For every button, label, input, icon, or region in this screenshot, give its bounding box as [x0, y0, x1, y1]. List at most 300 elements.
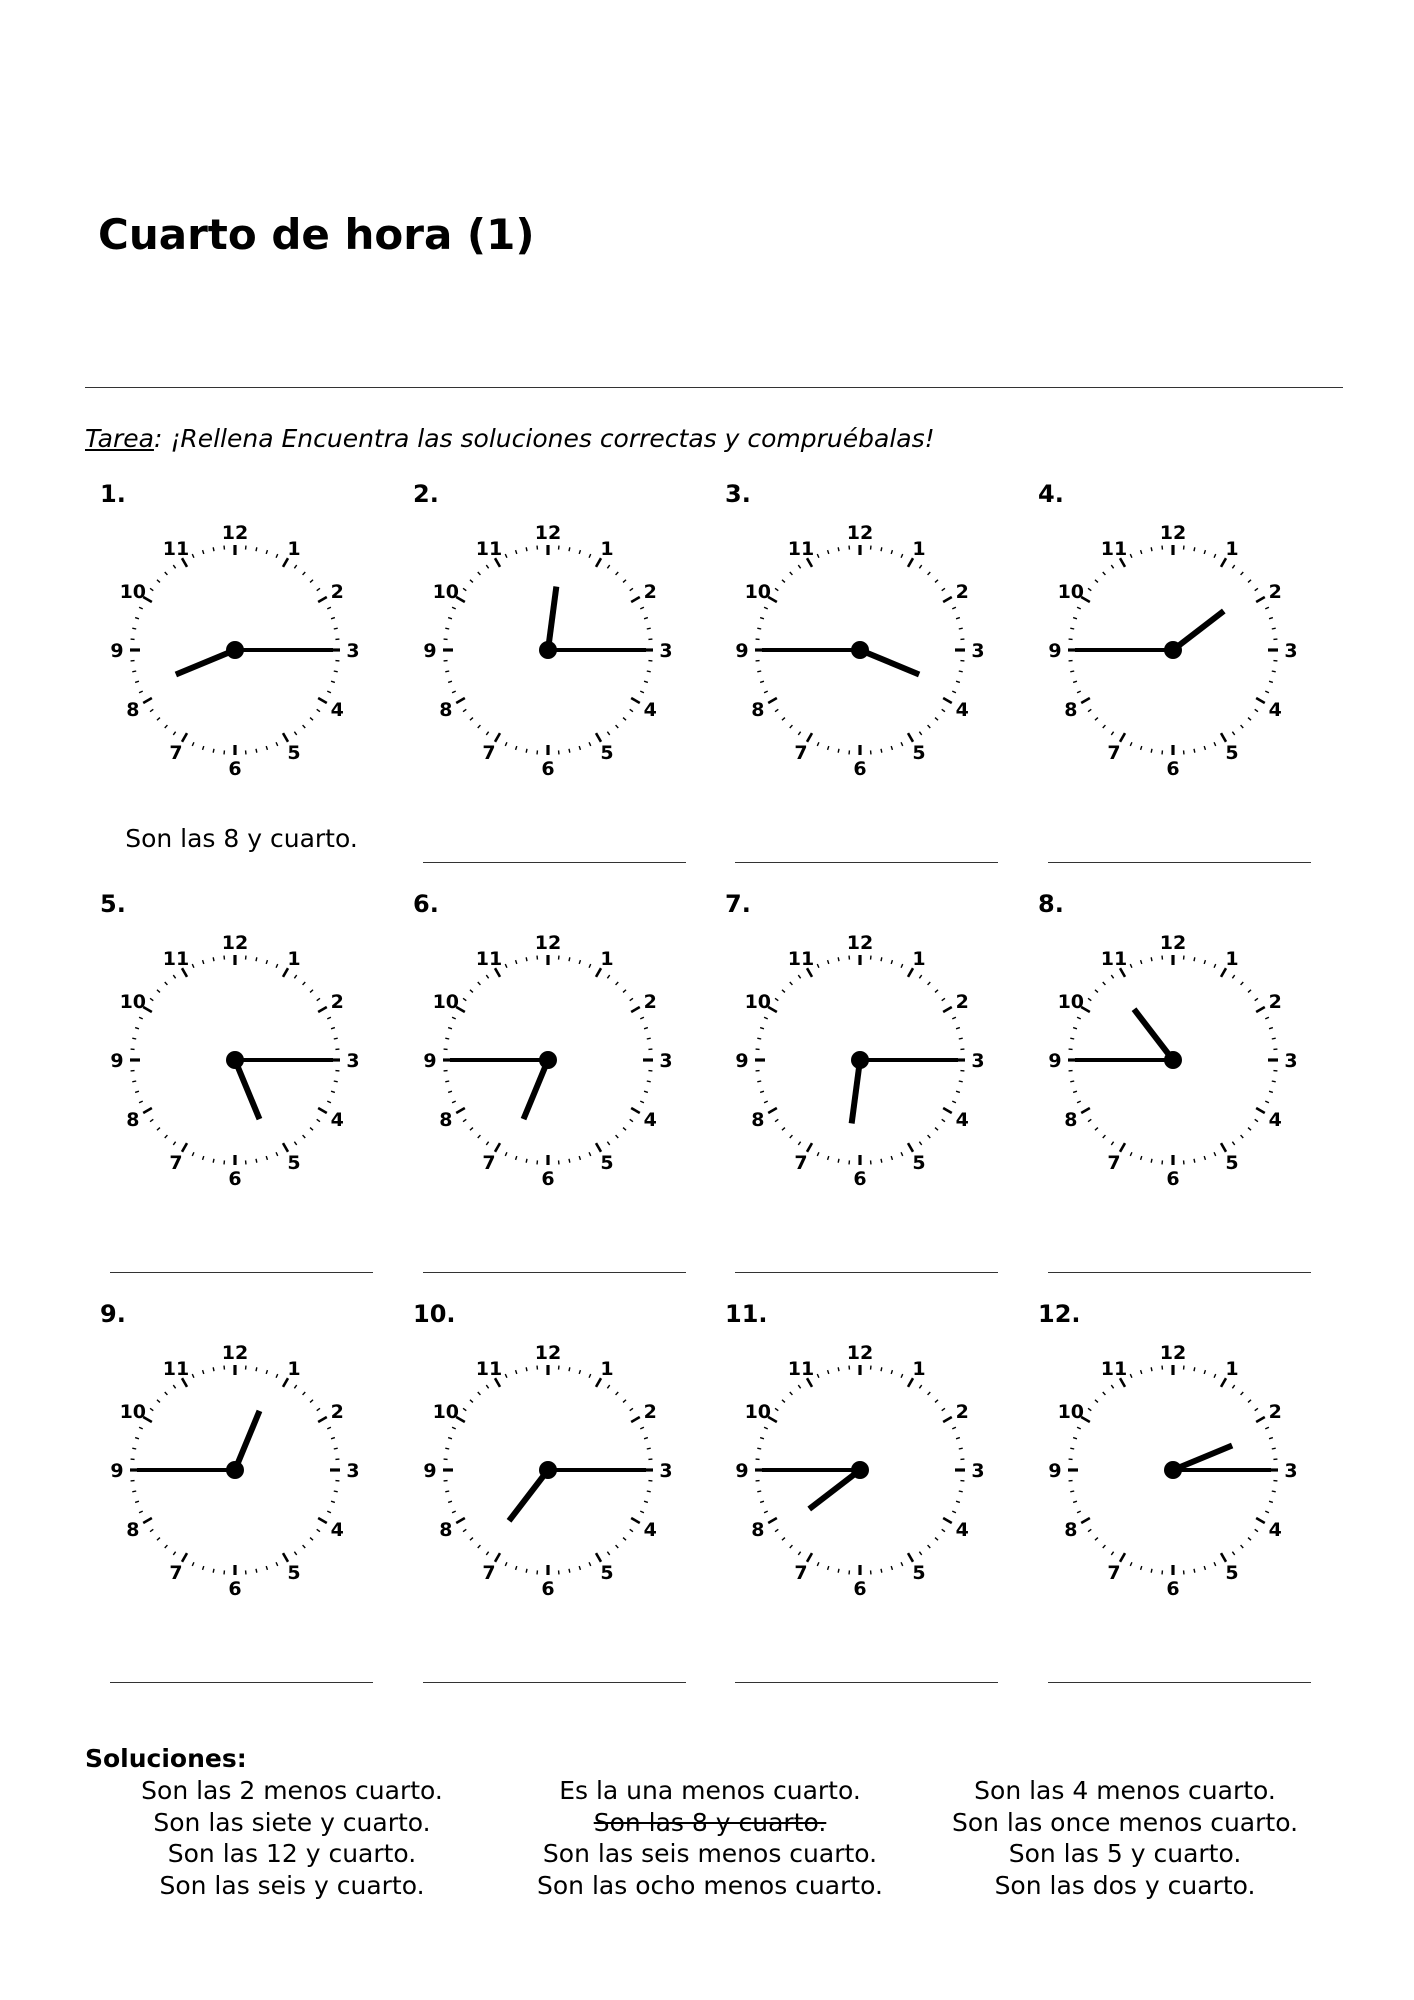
clock-tick — [640, 1101, 644, 1103]
answer-line[interactable] — [110, 1682, 373, 1683]
clock-tick — [173, 1142, 175, 1145]
clock-tick — [1214, 1152, 1216, 1156]
clock-numeral: 8 — [439, 1519, 453, 1541]
clock-tick — [1141, 550, 1142, 554]
clock-tick — [294, 1142, 296, 1145]
clock-numeral: 6 — [541, 1578, 555, 1600]
clock-tick — [150, 1529, 153, 1531]
clock-tick — [630, 1408, 633, 1410]
clock-tick — [526, 547, 527, 551]
clock-tick — [956, 1501, 960, 1502]
clock-tick — [1269, 1091, 1273, 1092]
clock-tick — [505, 1562, 507, 1566]
answer-line[interactable] — [735, 1682, 998, 1683]
clock-tick — [139, 1511, 143, 1513]
clock-tick — [1248, 1400, 1251, 1403]
clock-tick — [1095, 990, 1098, 993]
clock-tick — [956, 618, 960, 619]
clock-exercise — [1023, 890, 1323, 1290]
clock-numeral: 5 — [287, 1152, 301, 1175]
clock-tick — [135, 1501, 139, 1502]
clock-tick — [943, 597, 952, 602]
clock-tick — [276, 964, 278, 968]
clock-tick — [505, 964, 507, 968]
clock-numeral: 4 — [330, 1519, 344, 1541]
clock-tick — [952, 1427, 956, 1429]
clock-tick — [631, 1108, 640, 1113]
clock-numeral: 3 — [659, 640, 673, 662]
clock-numeral: 9 — [735, 1460, 749, 1482]
clock-tick — [486, 732, 488, 735]
clock-numeral: 9 — [423, 1050, 437, 1072]
clock-tick — [1088, 1408, 1091, 1410]
clock-tick — [838, 1569, 839, 1573]
clock-tick — [486, 1385, 488, 1388]
clock-numeral: 11 — [475, 537, 503, 560]
clock-tick — [192, 742, 194, 746]
clock-center — [226, 1051, 244, 1069]
clock-tick — [1248, 580, 1251, 583]
clock-tick — [478, 1392, 481, 1395]
clock-tick — [139, 607, 143, 609]
exercise-number: 4. — [1038, 480, 1064, 508]
clock-tick — [775, 998, 778, 1000]
clock-tick — [607, 1385, 609, 1388]
clock-tick — [828, 550, 829, 554]
clock-numeral: 12 — [1159, 1342, 1187, 1364]
clock-tick — [881, 1569, 882, 1573]
clock-numeral: 8 — [751, 1109, 765, 1131]
clock-numeral: 5 — [1225, 1152, 1239, 1175]
clock-center — [539, 1051, 557, 1069]
clock-tick — [294, 1385, 296, 1388]
clock-numeral: 10 — [1057, 581, 1085, 603]
clock-tick — [959, 1081, 963, 1082]
clock-numeral: 9 — [735, 640, 749, 662]
clock-numeral: 3 — [346, 1050, 360, 1072]
clock-tick — [318, 1417, 327, 1422]
clock-tick — [516, 1370, 517, 1374]
clock-tick — [157, 1400, 160, 1403]
solution-item: Son las ocho menos cuarto. — [537, 1870, 883, 1900]
clock-tick — [283, 733, 288, 742]
clock-tick — [757, 1448, 761, 1449]
clock-tick — [173, 975, 175, 978]
clock-numeral: 7 — [1107, 1562, 1121, 1585]
clock-tick — [757, 628, 761, 629]
solution-item: Son las 2 menos cuarto. — [141, 1776, 443, 1805]
clock-tick — [478, 725, 481, 728]
clock-tick — [1070, 628, 1074, 629]
clock-tick — [569, 957, 570, 961]
clock-tick — [768, 1518, 777, 1523]
clock-tick — [644, 681, 648, 682]
clock-numeral: 8 — [126, 699, 140, 721]
solution-item: Son las 4 menos cuarto. — [974, 1776, 1276, 1805]
solutions-column — [490, 1775, 930, 1901]
clock-tick — [943, 1417, 952, 1422]
clock-tick — [505, 1374, 507, 1378]
clock-tick — [1088, 1119, 1091, 1121]
clock-numeral: 5 — [600, 1562, 614, 1585]
clock-tick — [327, 1511, 331, 1513]
clock-tick — [331, 618, 335, 619]
clock-numeral: 1 — [912, 537, 926, 560]
clock-numeral: 6 — [853, 758, 867, 780]
clock-numeral: 4 — [643, 1109, 657, 1131]
clock-tick — [644, 618, 648, 619]
hour-hand — [1173, 1446, 1232, 1470]
clock-tick — [1232, 732, 1234, 735]
clock-tick — [881, 547, 882, 551]
clock-tick — [1103, 1392, 1106, 1395]
clock-numeral: 2 — [955, 1401, 969, 1423]
clock-tick — [1141, 960, 1142, 964]
clock-tick — [452, 691, 456, 693]
clock-tick — [919, 1385, 921, 1388]
clock-tick — [1111, 975, 1113, 978]
clock-numeral: 9 — [423, 1460, 437, 1482]
clock-tick — [192, 554, 194, 558]
clock-tick — [327, 1427, 331, 1429]
answer-line[interactable] — [423, 862, 686, 863]
clock-tick — [317, 1529, 320, 1531]
clock-tick — [470, 718, 473, 721]
clock-center — [851, 1461, 869, 1479]
clock-tick — [782, 1128, 785, 1131]
clock-tick — [807, 1553, 812, 1562]
clock-tick — [463, 1119, 466, 1121]
clock-tick — [1269, 1028, 1273, 1029]
clock-tick — [908, 733, 913, 742]
clock-exercise — [710, 480, 1010, 880]
clock-numeral: 7 — [482, 1152, 496, 1175]
clock-numeral: 7 — [169, 1562, 183, 1585]
clock-numeral: 8 — [439, 1109, 453, 1131]
clock-tick — [1241, 572, 1244, 575]
clock-tick — [1073, 618, 1077, 619]
clock-tick — [1077, 607, 1081, 609]
clock-tick — [1120, 733, 1125, 742]
clock-tick — [448, 1091, 452, 1092]
clock-center — [851, 1051, 869, 1069]
clock-tick — [1256, 597, 1265, 602]
clock-tick — [596, 1143, 601, 1152]
clock-tick — [1130, 1374, 1132, 1378]
clock-tick — [952, 607, 956, 609]
clock-tick — [495, 733, 500, 742]
clock-tick — [630, 709, 633, 711]
clock-tick — [1214, 742, 1216, 746]
clock-tick — [256, 749, 257, 753]
clock-face — [105, 520, 365, 780]
clock-tick — [959, 1491, 963, 1492]
clock-tick — [213, 957, 214, 961]
clock-tick — [616, 1135, 619, 1138]
answer-line[interactable] — [735, 862, 998, 863]
clock-tick — [256, 957, 257, 961]
answer-line[interactable] — [1048, 862, 1311, 863]
clock-tick — [173, 1552, 175, 1555]
clock-tick — [303, 725, 306, 728]
clock-tick — [516, 1156, 517, 1160]
clock-tick — [644, 1438, 648, 1439]
clock-tick — [798, 1142, 800, 1145]
clock-tick — [569, 1569, 570, 1573]
clock-tick — [764, 1427, 768, 1429]
answer-line[interactable] — [735, 1272, 998, 1273]
clock-exercise — [710, 1300, 1010, 1700]
clock-tick — [1272, 1038, 1276, 1039]
clock-tick — [631, 1417, 640, 1422]
clock-exercise — [1023, 1300, 1323, 1700]
clock-tick — [1269, 1501, 1273, 1502]
clock-tick — [516, 960, 517, 964]
clock-numeral: 12 — [846, 522, 874, 544]
clock-numeral: 6 — [1166, 758, 1180, 780]
clock-tick — [1081, 1518, 1090, 1523]
clock-tick — [952, 1017, 956, 1019]
clock-tick — [764, 1017, 768, 1019]
clock-tick — [486, 1552, 488, 1555]
clock-tick — [139, 1017, 143, 1019]
clock-tick — [901, 742, 903, 746]
clock-center — [539, 1461, 557, 1479]
clock-tick — [1151, 1159, 1152, 1163]
clock-tick — [1272, 628, 1276, 629]
clock-tick — [775, 1119, 778, 1121]
clock-numeral: 7 — [1107, 1152, 1121, 1175]
clock-numeral: 6 — [228, 1578, 242, 1600]
clock-tick — [1077, 691, 1081, 693]
exercise-number: 11. — [725, 1300, 768, 1328]
clock-tick — [828, 1566, 829, 1570]
clock-tick — [760, 1501, 764, 1502]
clock-numeral: 1 — [287, 1357, 301, 1380]
clock-tick — [445, 671, 449, 672]
clock-tick — [1070, 1448, 1074, 1449]
clock-tick — [334, 1081, 338, 1082]
clock-numeral: 3 — [971, 1050, 985, 1072]
clock-tick — [919, 1552, 921, 1555]
clock-numeral: 10 — [119, 1401, 147, 1423]
clock-tick — [616, 725, 619, 728]
clock-tick — [817, 1152, 819, 1156]
clock-numeral: 3 — [971, 640, 985, 662]
clock-tick — [943, 1518, 952, 1523]
clock-tick — [640, 1427, 644, 1429]
clock-numeral: 11 — [787, 537, 815, 560]
clock-tick — [331, 1501, 335, 1502]
clock-numeral: 4 — [955, 699, 969, 721]
clock-tick — [135, 1091, 139, 1092]
clock-tick — [942, 588, 945, 590]
clock-tick — [331, 1028, 335, 1029]
clock-numeral: 1 — [1225, 537, 1239, 560]
clock-tick — [463, 709, 466, 711]
task-instruction — [85, 424, 935, 453]
clock-numeral: 11 — [787, 947, 815, 970]
clock-numeral: 2 — [330, 1401, 344, 1423]
clock-numeral: 2 — [955, 991, 969, 1013]
clock-tick — [942, 998, 945, 1000]
clock-numeral: 8 — [1064, 1109, 1078, 1131]
clock-tick — [1214, 1374, 1216, 1378]
clock-tick — [764, 1101, 768, 1103]
clock-tick — [1077, 1427, 1081, 1429]
clock-tick — [157, 580, 160, 583]
clock-tick — [790, 1392, 793, 1395]
clock-tick — [1111, 1385, 1113, 1388]
clock-tick — [631, 597, 640, 602]
clock-tick — [213, 1159, 214, 1163]
clock-tick — [891, 1370, 892, 1374]
clock-tick — [1194, 1569, 1195, 1573]
clock-numeral: 9 — [110, 1050, 124, 1072]
clock-tick — [203, 1566, 204, 1570]
clock-tick — [505, 742, 507, 746]
clock-tick — [1204, 1566, 1205, 1570]
clock-tick — [276, 554, 278, 558]
answer-line[interactable] — [1048, 1272, 1311, 1273]
clock-tick — [1204, 1156, 1205, 1160]
clock-tick — [456, 1108, 465, 1113]
answer-line[interactable] — [110, 1272, 373, 1273]
clock-exercise — [85, 480, 385, 880]
clock-numeral: 6 — [541, 1168, 555, 1190]
clock-tick — [828, 1370, 829, 1374]
clock-numeral: 5 — [1225, 742, 1239, 765]
clock-tick — [478, 1545, 481, 1548]
clock-tick — [526, 1569, 527, 1573]
clock-tick — [891, 746, 892, 750]
clock-tick — [1141, 1566, 1142, 1570]
clock-numeral: 1 — [600, 947, 614, 970]
answer-text: Son las 8 y cuarto. — [125, 824, 358, 853]
clock-tick — [327, 1017, 331, 1019]
clock-tick — [1232, 565, 1234, 568]
clock-tick — [150, 998, 153, 1000]
clock-tick — [901, 1374, 903, 1378]
clock-numeral: 10 — [119, 991, 147, 1013]
answer-line[interactable] — [423, 1682, 686, 1683]
clock-tick — [317, 709, 320, 711]
clock-numeral: 3 — [1284, 1050, 1298, 1072]
clock-tick — [760, 618, 764, 619]
clock-tick — [1095, 718, 1098, 721]
clock-tick — [764, 691, 768, 693]
clock-numeral: 1 — [912, 1357, 926, 1380]
clock-tick — [1070, 1038, 1074, 1039]
clock-tick — [891, 550, 892, 554]
clock-tick — [456, 698, 465, 703]
clock-numeral: 2 — [330, 581, 344, 603]
clock-tick — [768, 698, 777, 703]
hour-hand — [235, 1411, 259, 1470]
clock-numeral: 4 — [955, 1519, 969, 1541]
clock-tick — [1248, 1128, 1251, 1131]
clock-numeral: 6 — [541, 758, 555, 780]
clock-tick — [294, 975, 296, 978]
clock-tick — [569, 1367, 570, 1371]
clock-tick — [1095, 1400, 1098, 1403]
clock-tick — [1256, 1518, 1265, 1523]
clock-tick — [596, 733, 601, 742]
clock-tick — [192, 964, 194, 968]
clock-tick — [1269, 1438, 1273, 1439]
clock-tick — [644, 1501, 648, 1502]
clock-tick — [942, 1529, 945, 1531]
clock-tick — [310, 1538, 313, 1541]
clock-tick — [928, 1545, 931, 1548]
clock-tick — [640, 607, 644, 609]
clock-tick — [647, 671, 651, 672]
clock-tick — [1248, 718, 1251, 721]
clock-tick — [760, 1028, 764, 1029]
clock-tick — [838, 1367, 839, 1371]
clock-tick — [1204, 550, 1205, 554]
clock-face — [730, 1340, 990, 1600]
answer-line[interactable] — [1048, 1682, 1311, 1683]
clock-tick — [901, 964, 903, 968]
answer-line[interactable] — [423, 1272, 686, 1273]
clock-tick — [919, 732, 921, 735]
clock-tick — [1241, 1135, 1244, 1138]
clock-tick — [1095, 1128, 1098, 1131]
clock-numeral: 3 — [659, 1050, 673, 1072]
clock-tick — [952, 691, 956, 693]
clock-tick — [303, 1392, 306, 1395]
clock-tick — [448, 618, 452, 619]
clock-tick — [579, 550, 580, 554]
clock-tick — [331, 681, 335, 682]
clock-numeral: 12 — [534, 522, 562, 544]
clock-tick — [630, 1529, 633, 1531]
clock-tick — [276, 1152, 278, 1156]
clock-tick — [526, 1159, 527, 1163]
clock-numeral: 10 — [119, 581, 147, 603]
clock-tick — [1095, 1538, 1098, 1541]
exercise-number: 6. — [413, 890, 439, 918]
clock-tick — [757, 1491, 761, 1492]
clock-tick — [1214, 554, 1216, 558]
clock-tick — [959, 628, 963, 629]
clock-tick — [790, 572, 793, 575]
clock-tick — [828, 960, 829, 964]
clock-tick — [623, 580, 626, 583]
clock-tick — [928, 725, 931, 728]
clock-tick — [623, 990, 626, 993]
clock-numeral: 12 — [221, 1342, 249, 1364]
clock-center — [1164, 1461, 1182, 1479]
clock-tick — [452, 1101, 456, 1103]
clock-tick — [908, 1553, 913, 1562]
clock-numeral: 10 — [744, 581, 772, 603]
clock-tick — [303, 572, 306, 575]
clock-tick — [956, 1091, 960, 1092]
clock-tick — [327, 691, 331, 693]
clock-numeral: 11 — [787, 1357, 815, 1380]
clock-tick — [182, 1143, 187, 1152]
clock-tick — [256, 1569, 257, 1573]
clock-tick — [623, 1538, 626, 1541]
clock-tick — [456, 1518, 465, 1523]
page-title: Cuarto de hora (1) — [98, 210, 535, 259]
clock-tick — [310, 990, 313, 993]
clock-tick — [1255, 1408, 1258, 1410]
clock-tick — [952, 1511, 956, 1513]
clock-tick — [1111, 1142, 1113, 1145]
